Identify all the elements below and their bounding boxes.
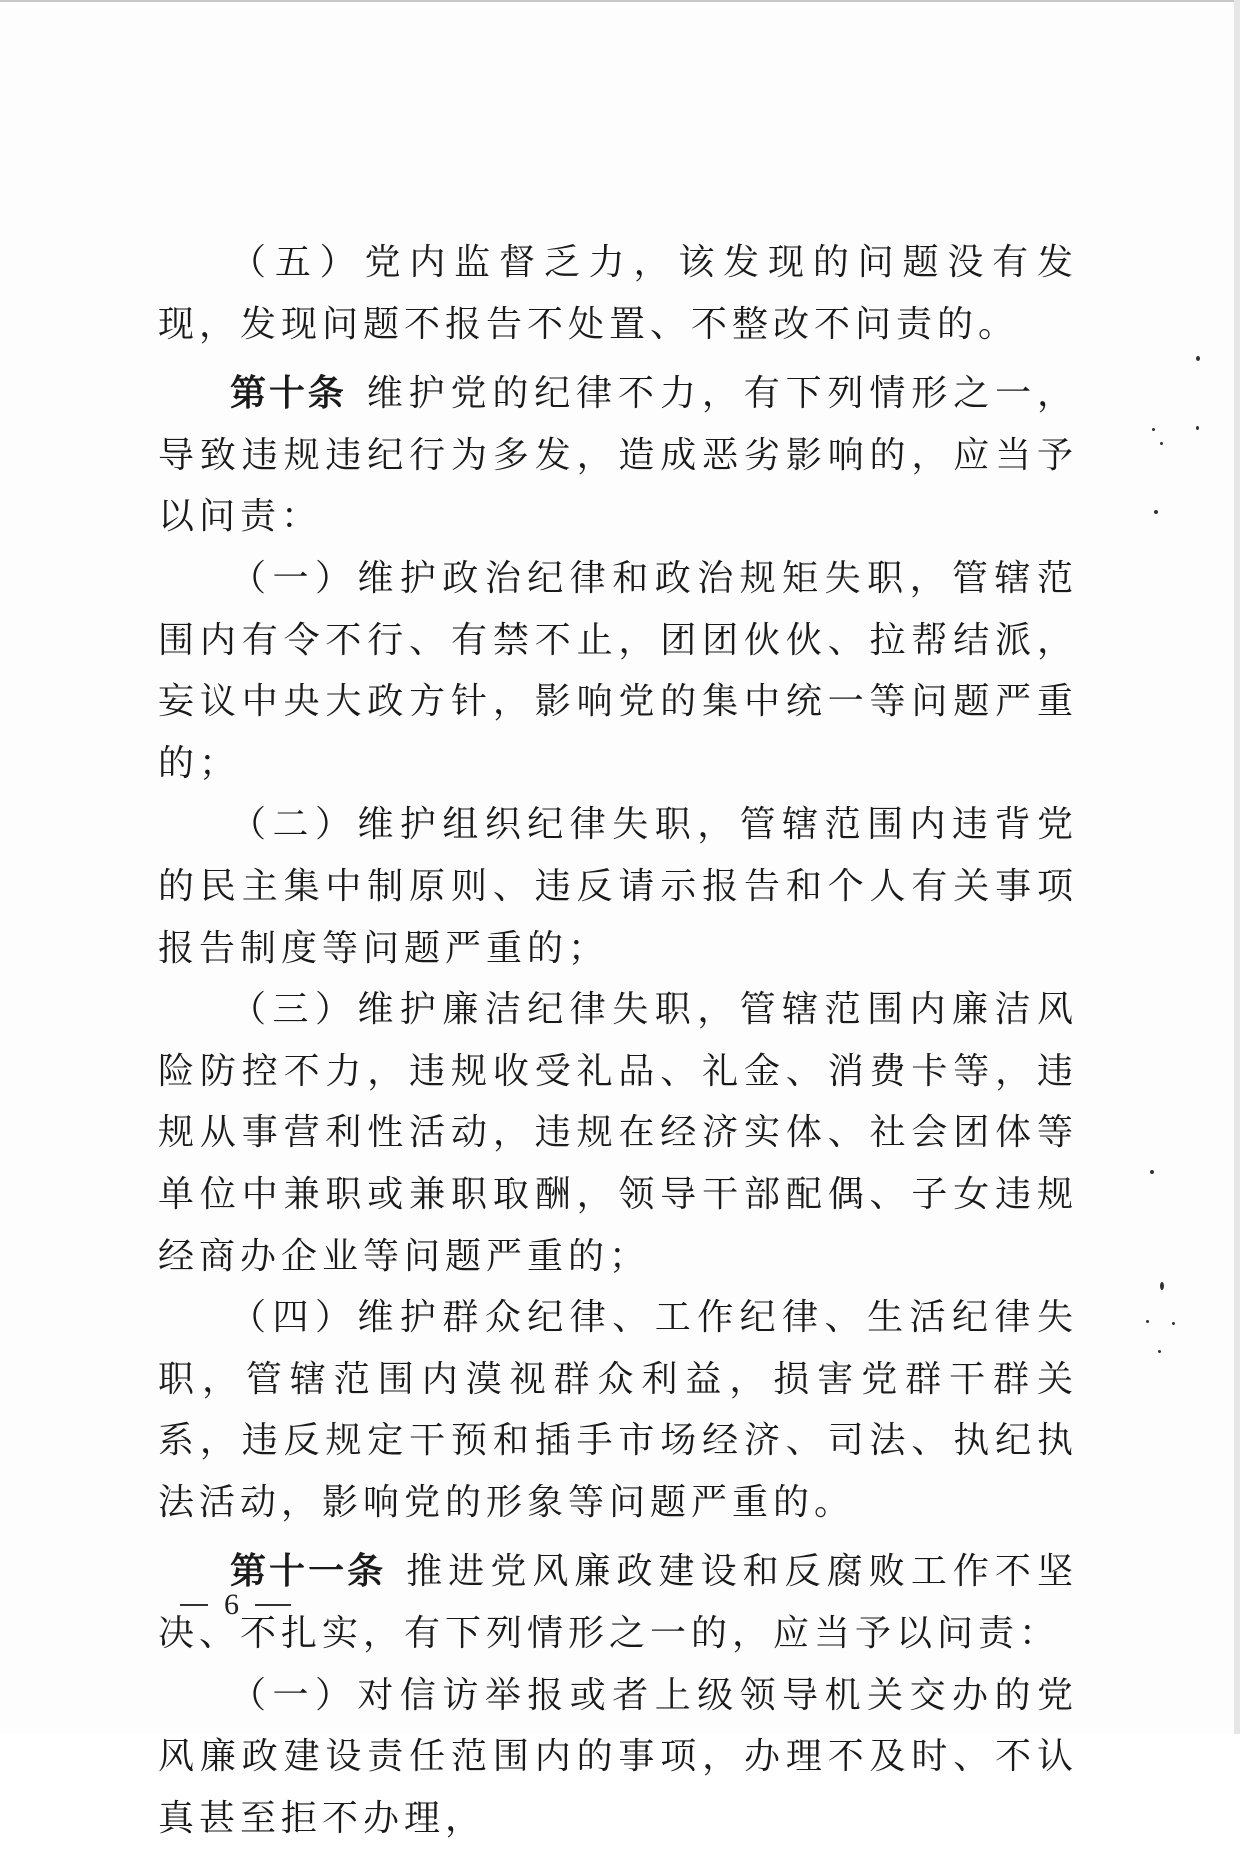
document-body bbox=[158, 232, 1078, 1849]
scan-speck bbox=[1196, 426, 1199, 430]
paragraph bbox=[158, 1665, 1078, 1849]
scan-top-edge bbox=[0, 0, 1240, 2]
paragraph-text: （三）维护廉洁纪律失职，管辖范围内廉洁风险防控不力，违规收受礼品、礼金、消费卡等，违规从事营利性活动，违规在经济实体、社会团体等单位中兼职或兼职取酬，领导干部配偶、子女违规经商办企业等问题严重的； bbox=[158, 989, 1078, 1277]
scan-speck bbox=[1152, 428, 1155, 431]
page-number: 6 bbox=[224, 1588, 239, 1621]
article-heading: 第十条 bbox=[230, 373, 347, 415]
scan-speck bbox=[1146, 1320, 1149, 1323]
scan-speck bbox=[1158, 1350, 1161, 1353]
paragraph-text: （一）维护政治纪律和政治规矩失职，管辖范围内有令不行、有禁不止，团团伙伙、拉帮结派，妄议中央大政方针，影响党的集中统一等问题严重的； bbox=[158, 557, 1078, 784]
article-heading: 第十一条 bbox=[230, 1551, 387, 1593]
paragraph-text: （二）维护组织纪律失职，管辖范围内违背党的民主集中制原则、违反请示报告和个人有关事项报告制度等问题严重的； bbox=[158, 804, 1078, 969]
paragraph bbox=[158, 979, 1078, 1287]
paragraph bbox=[158, 794, 1078, 979]
paragraph bbox=[158, 548, 1078, 794]
scan-speck bbox=[1160, 442, 1163, 445]
footer-dash-left bbox=[180, 1604, 208, 1606]
paragraph-text: 维护党的纪律不力，有下列情形之一，导致违规违纪行为多发，造成恶劣影响的，应当予以问责： bbox=[158, 373, 1078, 538]
paragraph-text: （一）对信访举报或者上级领导机关交办的党风廉政建设责任范围内的事项，办理不及时、不认真甚至拒不办理， bbox=[158, 1674, 1078, 1839]
scan-speck bbox=[1154, 510, 1158, 514]
scan-speck bbox=[1150, 1170, 1154, 1174]
scan-speck bbox=[1172, 1322, 1175, 1325]
scan-speck bbox=[1196, 356, 1200, 361]
article-paragraph bbox=[158, 1541, 1078, 1664]
paragraph bbox=[158, 1287, 1078, 1533]
footer-dash-right bbox=[255, 1604, 291, 1606]
page-footer bbox=[180, 1588, 291, 1622]
scan-right-edge bbox=[1234, 0, 1240, 1734]
paragraph bbox=[158, 232, 1078, 355]
paragraph-text: （四）维护群众纪律、工作纪律、生活纪律失职，管辖范围内漠视群众利益，损害党群干群关系，违反规定干预和插手市场经济、司法、执纪执法活动，影响党的形象等问题严重的。 bbox=[158, 1297, 1078, 1523]
scan-speck bbox=[1160, 1282, 1164, 1290]
paragraph-text: （五）党内监督乏力，该发现的问题没有发现，发现问题不报告不处置、不整改不问责的。 bbox=[158, 242, 1078, 345]
article-paragraph bbox=[158, 363, 1078, 548]
paragraph-text: 推进党风廉政建设和反腐败工作不坚决、不扎实，有下列情形之一的，应当予以问责： bbox=[158, 1551, 1078, 1655]
